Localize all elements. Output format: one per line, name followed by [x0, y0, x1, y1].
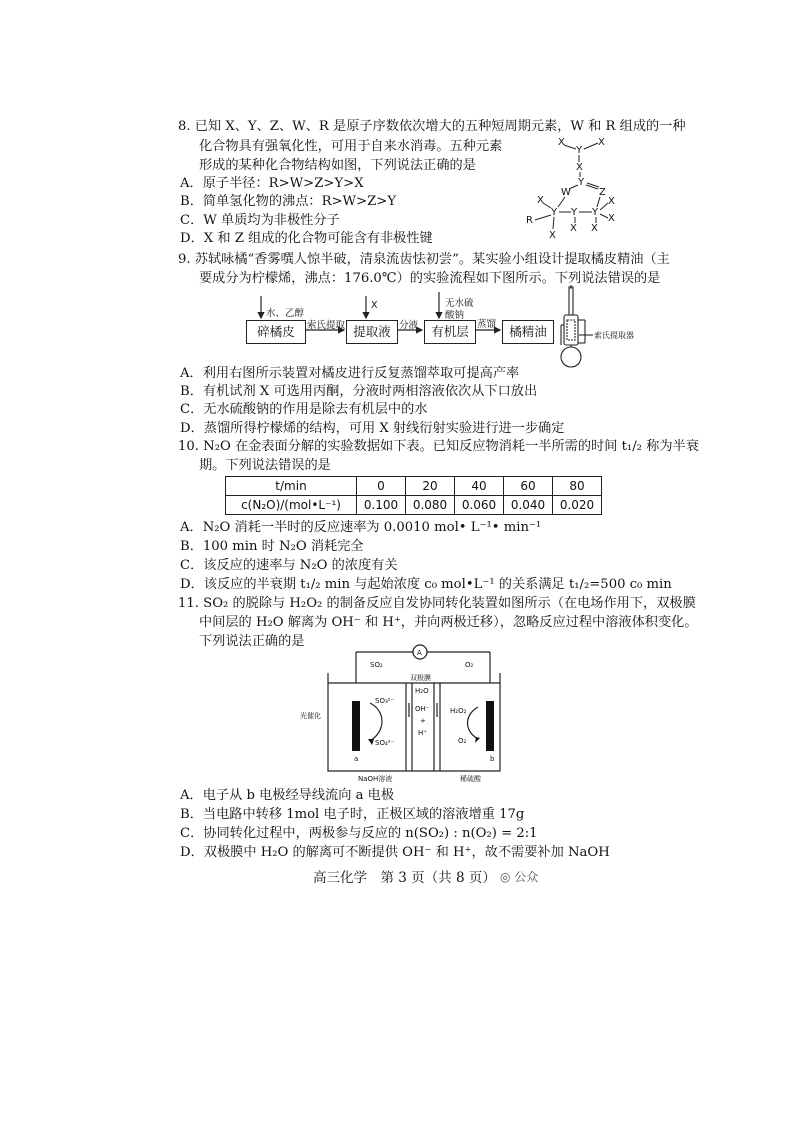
- electrolysis-cell-diagram: [300, 643, 530, 783]
- table-cell: 0.060: [455, 496, 504, 515]
- watermark: [500, 868, 538, 885]
- flow-step-soxhlet: 索氏提取: [307, 320, 346, 331]
- q11-option-b: B．当电路中转移 1mol 电子时，正极区域的溶液增重 17g: [180, 807, 525, 822]
- q8-option-a: A．原子半径：R>W>Z>Y>X: [180, 176, 364, 191]
- q9-stem-line-2: 要成分为柠檬烯，沸点：176.0℃）的实验流程如下图所示。下列说法错误的是: [199, 271, 661, 286]
- flow-input-x: X: [371, 300, 378, 311]
- svg-text:Y: Y: [551, 207, 558, 218]
- q9-option-a: A．利用右图所示装置对橘皮进行反复蒸馏萃取可提高产率: [180, 366, 520, 381]
- q11-stem-line-2: 中间层的 H₂O 解离为 OH⁻ 和 H⁺，并向两极迁移），忽略反应过程中溶液体积变化。: [199, 615, 698, 630]
- watermark-text: 公众: [514, 870, 539, 884]
- svg-text:Y: Y: [571, 207, 578, 218]
- table-cell: 80: [553, 477, 602, 496]
- flow-arrows: [240, 290, 560, 350]
- q11-stem-line-3: 下列说法正确的是: [199, 634, 305, 649]
- q10-option-c: C．该反应的速率与 N₂O 的浓度有关: [180, 558, 398, 573]
- soxhlet-apparatus-diagram: [555, 285, 655, 370]
- page-footer: 高三化学 第 3 页（共 8 页）: [313, 870, 496, 886]
- svg-text:X: X: [591, 223, 598, 234]
- svg-text:Y: Y: [576, 145, 583, 156]
- flow-box-organic: 有机层: [424, 320, 476, 344]
- label-h: H⁺: [418, 729, 427, 737]
- flow-input-na2so4-b: 酸钠: [445, 310, 465, 321]
- svg-text:X: X: [549, 230, 556, 241]
- q10-stem-line-1: 10. N₂O 在金表面分解的实验数据如下表。已知反应物消耗一半所需的时间 t₁/₂ 称为半衰: [178, 439, 699, 454]
- q11-option-a: A．电子从 b 电极经导线流向 a 电极: [180, 788, 395, 803]
- svg-text:Y: Y: [592, 207, 599, 218]
- svg-text:X: X: [608, 213, 615, 224]
- label-plus: +: [420, 717, 426, 725]
- q8-stem-line-2: 化合物具有强氧化性，可用于自来水消毒。五种元素: [199, 139, 503, 154]
- label-naoh: NaOH溶液: [358, 775, 393, 783]
- svg-text:X: X: [608, 196, 615, 207]
- table-cell: 0.080: [406, 496, 455, 515]
- svg-text:Z: Z: [599, 187, 606, 198]
- q11-option-d: D．双极膜中 H₂O 的解离可不断提供 OH⁻ 和 H⁺，故不需要补加 NaOH: [180, 845, 610, 860]
- flow-box-peel: 碎橘皮: [246, 320, 306, 344]
- table-cell: 0.020: [553, 496, 602, 515]
- table-cell: 20: [406, 477, 455, 496]
- table-row: [226, 496, 602, 515]
- table-cell: 0.040: [504, 496, 553, 515]
- electrode-a-label: a: [354, 755, 359, 763]
- label-so2: SO₂: [370, 661, 383, 669]
- flow-step-distill: 蒸馏: [477, 319, 497, 330]
- q8-option-c: C．W 单质均为非极性分子: [180, 213, 340, 228]
- svg-text:X: X: [598, 137, 605, 148]
- svg-text:Y: Y: [578, 177, 585, 188]
- label-o2-top: O₂: [465, 661, 474, 669]
- label-h2o: H₂O: [415, 687, 429, 695]
- soxhlet-label: 索氏提取器: [594, 331, 634, 340]
- electrode-b-label: b: [490, 755, 495, 763]
- label-h2o2: H₂O₂: [450, 707, 467, 715]
- q8-option-d: D．X 和 Z 组成的化合物可能含有非极性键: [180, 231, 433, 246]
- q10-option-d: D．该反应的半衰期 t₁/₂ min 与起始浓度 c₀ mol•L⁻¹ 的关系满足 t₁/₂=500 c₀ min: [180, 577, 672, 592]
- q8-structure-diagram: [520, 135, 640, 245]
- table-cell: 0: [357, 477, 406, 496]
- svg-text:X: X: [537, 195, 544, 206]
- flow-box-oil: 橘精油: [502, 320, 554, 344]
- label-photocatalysis: 光催化: [300, 712, 321, 720]
- svg-text:X: X: [570, 223, 577, 234]
- flow-box-extract: 提取液: [346, 320, 398, 344]
- wechat-icon: ◎: [500, 870, 515, 884]
- q10-option-a: A．N₂O 消耗一半时的反应速率为 0.0010 mol• L⁻¹• min⁻¹: [180, 520, 542, 535]
- table-cell: 60: [504, 477, 553, 496]
- q9-option-c: C．无水硫酸钠的作用是除去有机层中的水: [180, 402, 428, 417]
- label-so3: SO₃²⁻: [375, 697, 395, 705]
- label-o2-mid: O₂: [458, 737, 467, 745]
- flow-step-separate: 分液: [399, 320, 419, 331]
- svg-text:X: X: [576, 162, 583, 173]
- q8-option-b: B．简单氢化物的沸点：R>W>Z>Y: [180, 194, 397, 209]
- table-cell: 0.100: [357, 496, 406, 515]
- table-header-time: t/min: [226, 477, 357, 496]
- q8-stem-line-1: 8. 已知 X、Y、Z、W、R 是原子序数依次增大的五种短周期元素，W 和 R 组成的一种: [178, 119, 686, 134]
- label-h2so4: 稀硫酸: [460, 775, 481, 783]
- ammeter-label: A: [417, 649, 422, 657]
- q10-stem-line-2: 期。下列说法错误的是: [199, 458, 331, 473]
- flow-input-na2so4-a: 无水硫: [445, 298, 474, 309]
- q11-stem-line-1: 11. SO₂ 的脱除与 H₂O₂ 的制备反应自发协同转化装置如图所示（在电场作用下，双极膜: [178, 596, 696, 611]
- table-header-concentration: c(N₂O)/(mol•L⁻¹): [226, 496, 357, 515]
- q11-option-c: C．协同转化过程中，两极参与反应的 n(SO₂) : n(O₂) = 2:1: [180, 826, 538, 841]
- n2o-data-table: [225, 476, 602, 515]
- label-bipolar-membrane: 双极膜: [410, 674, 431, 682]
- flow-input-water-ethanol: 水、乙醇: [266, 308, 305, 319]
- q9-stem-line-1: 9. 苏轼咏橘“香雾噀人惊半破，清泉流齿怯初尝”。某实验小组设计提取橘皮精油（主: [178, 252, 670, 267]
- table-row: [226, 477, 602, 496]
- q10-option-b: B．100 min 时 N₂O 消耗完全: [180, 539, 364, 554]
- q8-stem-line-3: 形成的某种化合物结构如图，下列说法正确的是: [199, 158, 476, 173]
- q9-option-d: D．蒸馏所得柠檬烯的结构，可用 X 射线衍射实验进行进一步确定: [180, 421, 565, 436]
- label-so4: SO₄²⁻: [375, 739, 395, 747]
- svg-text:R: R: [526, 215, 533, 226]
- q9-option-b: B．有机试剂 X 可选用丙酮，分液时两相溶液依次从下口放出: [180, 384, 538, 399]
- table-cell: 40: [455, 477, 504, 496]
- atom-x: X: [558, 137, 565, 148]
- svg-text:W: W: [561, 187, 571, 198]
- label-oh: OH⁻: [415, 705, 430, 713]
